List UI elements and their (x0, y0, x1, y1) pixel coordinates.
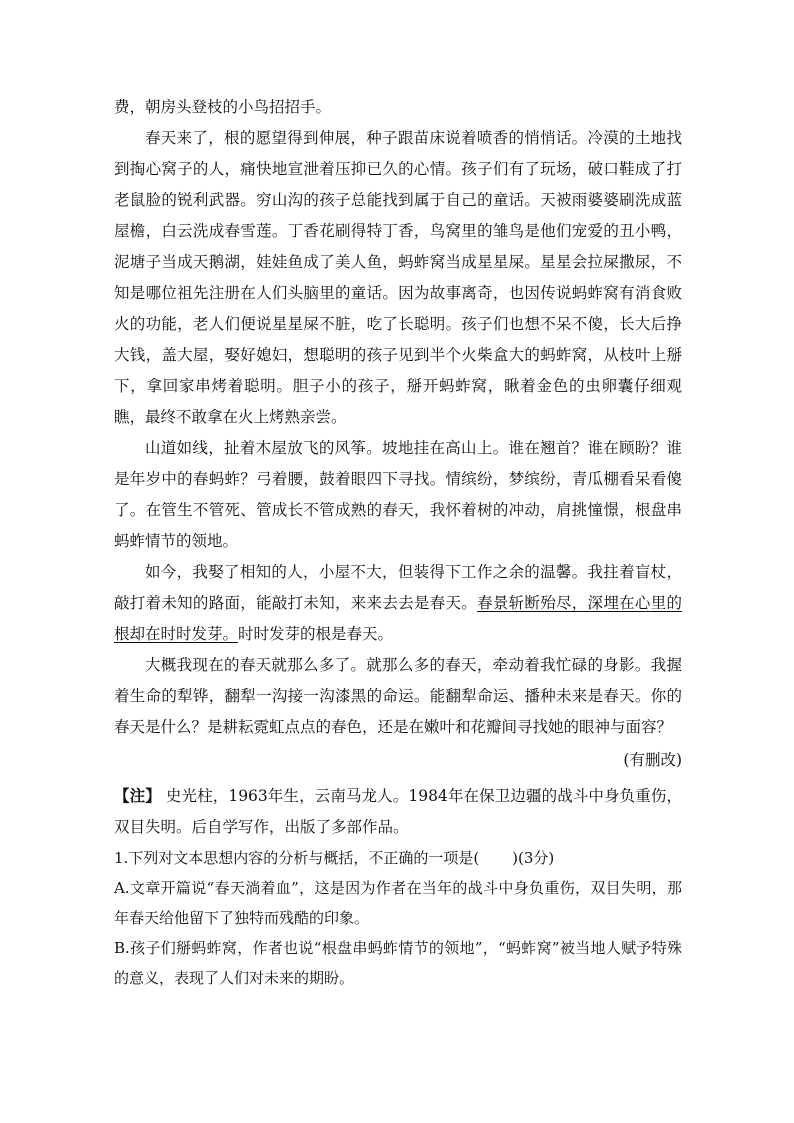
passage-paragraph-2: 山道如线，扯着木屋放飞的风筝。坡地挂在高山上。谁在翘首？谁在顾盼？谁是年岁中的春蚂蚱？弓着腰，鼓着眼四下寻找。情缤纷，梦缤纷，青瓜棚看呆看傻了。在管生不管死、管成长不管成熟的春天，我怀着树的冲动，肩挑憧憬，根盘串蚂蚱情节的领地。 (114, 439, 682, 550)
question-stem-a: 1.下列对文本思想内容的分析与概括，不正确的一项是( (114, 849, 480, 867)
passage-paragraph-0: 费，朝房头登枝的小鸟招招手。 (114, 98, 332, 116)
question-stem-b: )(3分) (512, 849, 555, 867)
option-a: A.文章开篇说“春天淌着血”，这是因为作者在当年的战斗中身负重伤，双目失明，那年春天给他留下了独特而残酷的印象。 (114, 879, 682, 927)
underlined-sentence: 春景斩断殆尽，深埋在心里的根却在时时发芽。 (114, 594, 682, 643)
paragraph-3-text-b: 时时发芽的根是春天。 (238, 625, 394, 643)
option-b: B.孩子们掰蚂蚱窝，作者也说“根盘串蚂蚱情节的领地”，“蚂蚱窝”被当地人赋予特殊的意义，表现了人们对未来的期盼。 (114, 939, 682, 987)
passage-paragraph-3 (114, 557, 682, 650)
passage-paragraph-1: 春天来了，根的愿望得到伸展，种子跟苗床说着喷香的悄悄话。冷漠的土地找到掏心窝子的人，痛快地宣泄着压抑已久的心情。孩子们有了玩场，破口鞋成了打老鼠脸的锐利武器。穷山沟的孩子总能找到属于自己的童话。天被雨婆婆刷洗成蓝屋檐，白云洗成春雪莲。丁香花刷得特丁香，鸟窝里的雏鸟是他们宠爱的丑小鸭，泥塘子当成天鹅湖，娃娃鱼成了美人鱼，蚂蚱窝当成星星屎。星星会拉屎撒尿，不知是哪位祖先注册在人们头脑里的童话。因为故事离奇，也因传说蚂蚱窝有消食败火的功能，老人们便说星星屎不脏，吃了长聪明。孩子们也想不呆不傻，长大后挣大钱，盖大屋，娶好媳妇，想聪明的孩子见到半个火柴盒大的蚂蚱窝，从枝叶上掰下，拿回家串烤着聪明。胆子小的孩子，掰开蚂蚱窝，瞅着金色的虫卵囊仔细观瞧，最终不敢拿在火上烤熟亲尝。 (114, 129, 682, 426)
author-note (114, 780, 682, 843)
paragraph-3-text-a: 如今，我娶了相知的人，小屋不大，但装得下工作之余的温馨。我拄着盲杖，敲打着未知的路面，能敲打未知，来来去去是春天。 (114, 563, 682, 612)
source-note: (有删改) (623, 751, 682, 769)
document-content (114, 92, 682, 993)
note-text: 史光柱，1963年生，云南马龙人。1984年在保卫边疆的战斗中身负重伤，双目失明。后自学写作，出版了多部作品。 (114, 787, 682, 836)
question-stem (114, 843, 682, 873)
note-tag: 【注】 (114, 786, 161, 805)
passage-paragraph-4: 大概我现在的春天就那么多了。就那么多的春天，牵动着我忙碌的身影。我握着生命的犁铧，翻犁一沟接一沟漆黑的命运。能翻犁命运、播种未来是春天。你的春天是什么？是耕耘霓虹点点的春色，还是在嫩叶和花瓣间寻找她的眼神与面容？ (114, 656, 682, 736)
